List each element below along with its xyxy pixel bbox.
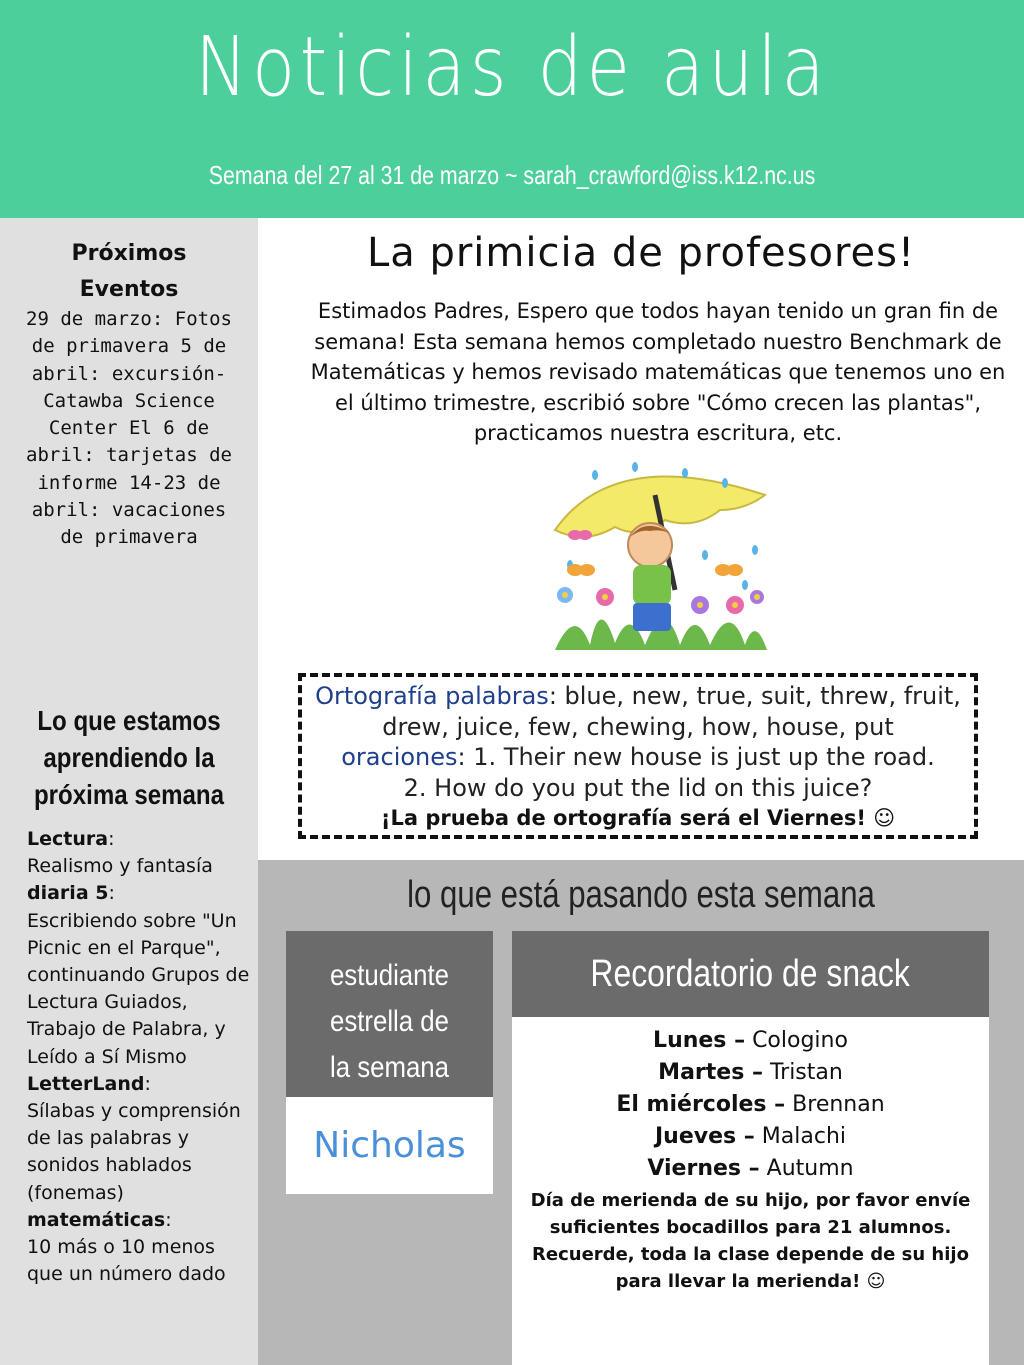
star-heading-line1: estudiante [329,959,450,992]
learning-item-label: LetterLand [27,1072,145,1095]
snack-day: Jueves – [655,1124,755,1149]
events-heading-line2: Eventos [79,277,179,302]
snack-row [512,1089,989,1121]
snack-reminder-body [512,1017,989,1365]
snack-row [512,1121,989,1153]
snack-day: El miércoles – [616,1092,786,1117]
events-list: 29 de marzo: Fotos de primavera 5 de abril: excursión-Catawba Science Center El 6 de abril: tarjetas de informe 14-23 de abril: vacaciones de primavera [26,308,232,549]
snack-row [512,1025,989,1057]
scoop-body: Estimados Padres, Espero que todos hayan tenido un gran fin de semana! Esta semana hemos completado nuestro Benchmark de Matemáticas y hemos revisado matemáticas que tenemos uno en el último trimestre, escribió sobre "Cómo crecen las plantas", practicamos nuestra escritura, etc. [310,299,1006,446]
happening-section [258,860,1024,1365]
learning-item: matemáticas: 10 más o 10 menos que un número dado [27,1208,226,1286]
star-heading-line3: la semana [329,1051,450,1084]
snack-row [512,1057,989,1089]
newsletter-subtitle: Semana del 27 al 31 de marzo ~ sarah_crawford@iss.k12.nc.us [208,160,816,190]
learning-item-text: Sílabas y comprensión de las palabras y sonidos hablados (fonemas) [27,1100,241,1204]
snack-name: Malachi [754,1124,846,1149]
spelling-sentences [310,742,966,773]
events-heading [0,236,258,308]
spelling-words-label: Ortografía palabras [315,682,549,710]
learning-item-text: Realismo y fantasía [27,855,213,878]
star-heading-line2: estrella de [329,1005,450,1038]
spelling-test-note: ¡La prueba de ortografía será el Viernes! ☺ [380,806,896,830]
star-student-name: Nicholas [286,1097,493,1194]
learning-item-text: Escribiendo sobre "Un Picnic en el Parque", continuando Grupos de Lectura Guiados, Trabajo de Palabra, y Leído a Sí Mismo [27,909,250,1068]
spelling-words-list: : blue, new, true, suit, threw, fruit, drew, juice, few, chewing, how, house, put [382,682,961,741]
boy-shirt [633,565,671,605]
spelling-box [298,673,978,839]
snack-day: Martes – [658,1060,763,1085]
learning-item: LetterLand: Sílabas y comprensión de las palabras y sonidos hablados (fonemas) [27,1072,241,1204]
learning-item-text: 10 más o 10 menos que un número dado [27,1236,226,1286]
learning-item-label: matemáticas [27,1208,166,1231]
snack-day: Viernes – [647,1156,760,1181]
butterfly [567,564,595,576]
learning-item: diaria 5: Escribiendo sobre "Un Picnic en el Parque", continuando Grupos de Lectura Guiados, Trabajo de Palabra, y Leído a Sí Mismo [27,882,250,1068]
umbrella-boy-illustration [545,455,775,655]
snack-row [512,1153,989,1185]
spelling-sentence-2: 2. How do you put the lid on this juice? [403,773,873,802]
star-student-heading [286,931,493,1097]
learning-heading: Lo que estamos aprendiendo la próxima semana [33,705,225,810]
boy-pants [633,603,671,631]
happening-heading: lo que está pasando esta semana [407,874,875,916]
learning-item-label: Lectura [27,828,109,850]
learning-item-label: diaria 5 [27,882,109,905]
spelling-sentences-label: oraciones [341,743,458,771]
newsletter-title: Noticias de aula [195,20,829,115]
scoop-heading: La primicia de profesores! [366,230,916,276]
spelling-words [310,681,966,742]
sidebar [0,218,258,1365]
snack-note: Día de merienda de su hijo, por favor envíe suficientes bocadillos para 21 alumnos. Recuerde, toda la clase depende de su hijo para llevar la merienda! ☺ [530,1190,971,1292]
header-banner [0,0,1024,218]
snack-name: Tristan [762,1060,843,1085]
snack-day: Lunes – [653,1028,746,1053]
learning-list [27,826,252,1288]
snack-heading-text: Recordatorio de snack [590,953,911,995]
snack-reminder-heading [512,931,989,1017]
events-heading-line1: Próximos [71,241,187,266]
butterfly [715,564,743,576]
spelling-sentence-1: : 1. Their new house is just up the road. [457,743,935,771]
learning-item: Lectura: Realismo y fantasía [27,828,213,878]
snack-name: Autumn [759,1156,854,1181]
snack-name: Brennan [785,1092,885,1117]
snack-name: Cologino [745,1028,848,1053]
